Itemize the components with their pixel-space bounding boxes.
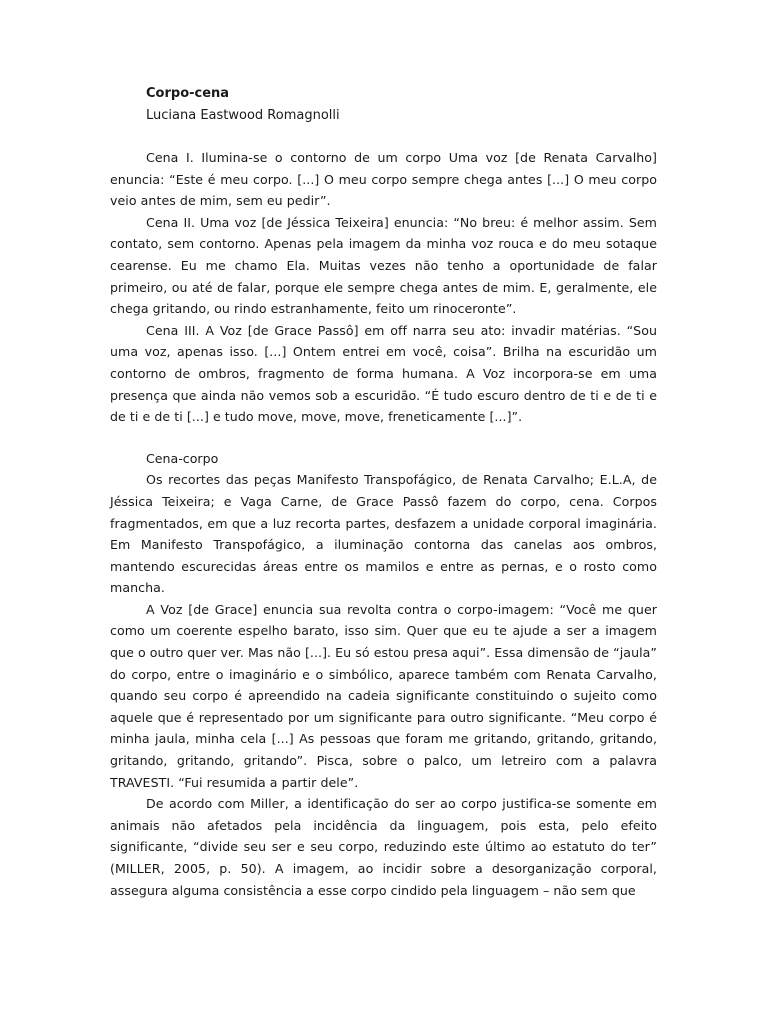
document-page	[110, 85, 657, 901]
document-author: Luciana Eastwood Romagnolli	[146, 108, 340, 123]
paragraph-cena-3: Cena III. A Voz [de Grace Passô] em off narra seu ato: invadir matérias. “Sou uma voz, apenas isso. [...] Ontem entrei em você, coisa”. Brilha na escuridão um contorno de ombros, fragmento de forma humana. A Voz incorpora-se em uma presença que ainda não vemos sob a escuridão. “É tudo escuro dentro de ti e de ti e de ti e de ti [...] e tudo move, move, move, freneticamente [...]”.	[110, 322, 657, 425]
document-title: Corpo-cena	[146, 86, 230, 101]
paragraph-corpo-2: A Voz [de Grace] enuncia sua revolta contra o corpo-imagem: “Você me quer como um coerente espelho barato, isso sim. Quer que eu te ajude a ser a imagem que o outro quer ver. Mas não [...]. Eu só estou presa aqui”. Essa dimensão de “jaula” do corpo, entre o imaginário e o simbólico, aparece também com Renata Carvalho, quando seu corpo é apreendido na cadeia significante constituindo o sujeito como aquele que é representado por um significante para outro significante. “Meu corpo é minha jaula, minha cela [...] As pessoas que foram me gritando, gritando, gritando, gritando, gritando, gritando”. Pisca, sobre o palco, um letreiro com a palavra TRAVESTI. “Fui resumida a partir dele”.	[110, 601, 657, 790]
paragraph-corpo-3: De acordo com Miller, a identificação do ser ao corpo justifica-se somente em animais não afetados pela incidência da linguagem, pois esta, pelo efeito significante, “divide seu ser e seu corpo, reduzindo este último ao estatuto do ter” (MILLER, 2005, p. 50). A imagem, ao incidir sobre a desorganização corporal, assegura alguma consistência a esse corpo cindido pela linguagem – não sem que	[110, 796, 657, 898]
paragraph-cena-1: Cena I. Ilumina-se o contorno de um corpo Uma voz [de Renata Carvalho] enuncia: “Este é meu corpo. [...] O meu corpo sempre chega antes [...] O meu corpo veio antes de mim, sem eu pedir”.	[110, 150, 657, 209]
spacer	[110, 428, 657, 448]
paragraph-cena-2: Cena II. Uma voz [de Jéssica Teixeira] enuncia: “No breu: é melhor assim. Sem contato, sem contorno. Apenas pela imagem da minha voz rouca e do meu sotaque cearense. Eu me chamo Ela. Muitas vezes não tenho a oportunidade de falar primeiro, ou até de falar, porque ele sempre chega antes de mim. E, geralmente, ele chega gritando, ou rindo estranhamente, feito um rinoceronte”.	[110, 214, 657, 317]
section-heading: Cena-corpo	[146, 450, 219, 466]
spacer	[110, 125, 657, 147]
paragraph-corpo-1: Os recortes das peças Manifesto Transpofágico, de Renata Carvalho; E.L.A, de Jéssica Teixeira; e Vaga Carne, de Grace Passô fazem do corpo, cena. Corpos fragmentados, em que a luz recorta partes, desfazem a unidade corporal imaginária. Em Manifesto Transpofágico, a iluminação contorna das canelas aos ombros, mantendo escurecidas áreas entre os mamilos e entre as pernas, e o rosto como mancha.	[110, 472, 657, 596]
